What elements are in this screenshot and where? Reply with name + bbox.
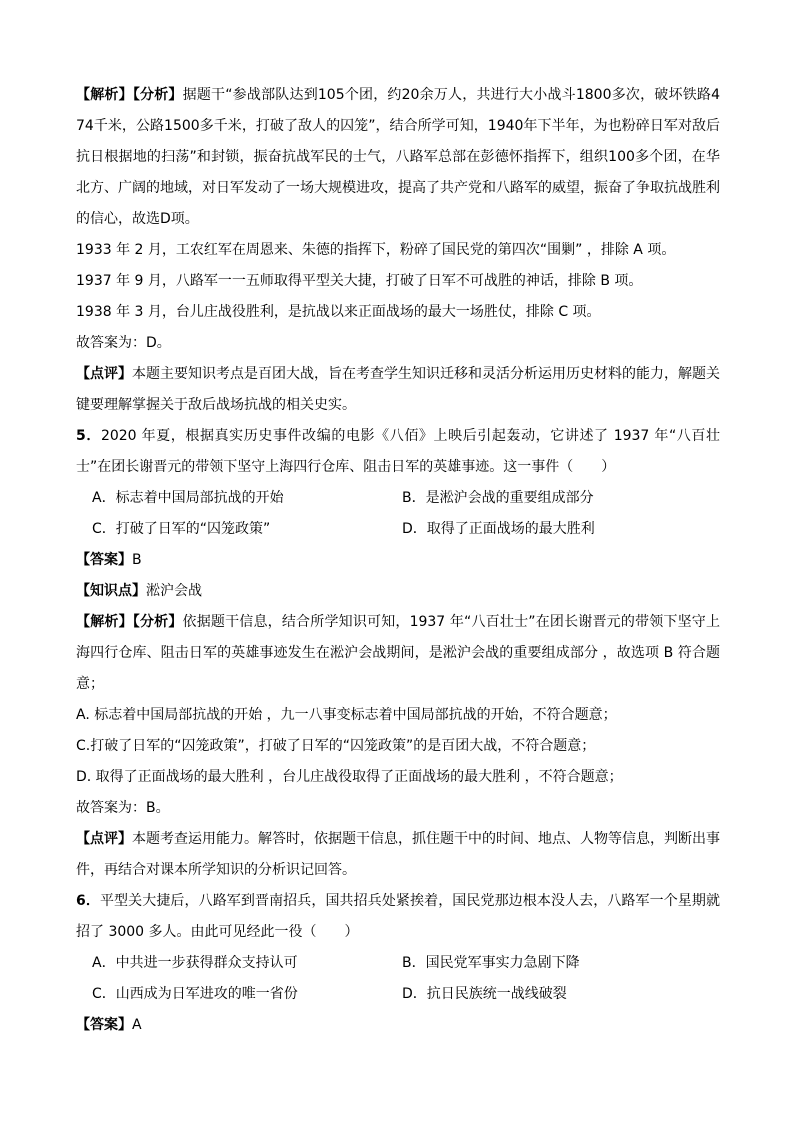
- knowledge-text: 淞沪会战: [146, 583, 202, 599]
- review-tag: 【点评】: [76, 831, 132, 847]
- option-d: D．取得了正面战场的最大胜利: [402, 521, 595, 537]
- analysis-tag: 【解析】: [76, 87, 133, 103]
- analysis-tag: 【解析】: [76, 614, 133, 630]
- option-d-explanation: D. 取得了正面战场的最大胜利 ，台儿庄战役取得了正面战场的最大胜利 ，不符合题意；: [76, 769, 623, 785]
- analysis-sub-tag: 【分析】: [132, 87, 183, 103]
- question-number: 6．: [76, 893, 100, 909]
- document-page: [76, 80, 720, 1041]
- option-c: C．山西成为日军进攻的唯一省份: [92, 986, 298, 1002]
- elimination-line-b: 1937 年 9 月，八路军一一五师取得平型关大捷，打破了日军不可战胜的神话，排除 B 项。: [76, 273, 643, 289]
- review-text: 本题主要知识考点是百团大战，旨在考查学生知识迁移和灵活分析运用历史材料的能力，解题关键要理解掌握关于敌后战场抗战的相关史实。: [76, 366, 720, 413]
- option-b: B．国民党军事实力急剧下降: [402, 955, 580, 971]
- option-c: C．打破了日军的“囚笼政策”: [92, 521, 271, 537]
- question-6-stem: [76, 886, 720, 948]
- option-a-explanation: A. 标志着中国局部抗战的开始 ，九一八事变标志着中国局部抗战的开始，不符合题意；: [76, 707, 617, 723]
- final-answer: 故答案为：B。: [76, 800, 170, 816]
- elimination-line-c: 1938 年 3 月，台儿庄战役胜利，是抗战以来正面战场的最大一场胜仗，排除 C 项。: [76, 304, 601, 320]
- analysis-sub-tag: 【分析】: [132, 614, 183, 630]
- elimination-line-a: 1933 年 2 月，工农红军在周恩来、朱德的指挥下，粉碎了国民党的第四次“围剿” ，排除 A 项。: [76, 242, 676, 258]
- answer-paragraph: [76, 545, 720, 576]
- answer-tag: 【答案】: [76, 1017, 132, 1033]
- options-row: [76, 483, 720, 514]
- question-5-stem: [76, 421, 720, 483]
- answer-line: 故答案为：D。: [76, 335, 171, 351]
- review-tag: 【点评】: [76, 366, 132, 382]
- answer-value: B: [132, 552, 142, 568]
- review-paragraph: [76, 824, 720, 886]
- option-d: D．抗日民族统一战线破裂: [402, 986, 567, 1002]
- answer-tag: 【答案】: [76, 552, 132, 568]
- analysis-paragraph: [76, 607, 720, 700]
- answer-paragraph: [76, 1010, 720, 1041]
- analysis-text: 据题干“参战部队达到105个团，约20余万人，共进行大小战斗1800多次，破坏铁路474千米，公路1500多千米，打破了敌人的囚笼”，结合所学可知，1940年下半年，为也粉碎日军对敌后抗日根据地的扫荡”和封锁，振奋抗战军民的士气，八路军总部在彭德怀指挥下，组织100多个团，在华北方、广阔的地域，对日军发动了一场大规模进攻，提高了共产党和八路军的威望，振奋了争取抗战胜利的信心，故选D项。: [76, 87, 721, 227]
- analysis-text: 依据题干信息，结合所学知识可知，1937 年“八百壮士”在团长谢晋元的带领下坚守上海四行仓库、阻击日军的英雄事迹发生在淞沪会战期间，是淞沪会战的重要组成部分 ，故选项 B 符合题意；: [76, 614, 720, 692]
- question-number: 5．: [76, 428, 101, 444]
- option-a: A．标志着中国局部抗战的开始: [92, 490, 284, 506]
- option-a: A．中共进一步获得群众支持认可: [92, 955, 298, 971]
- options-row: [76, 979, 720, 1010]
- knowledge-tag: 【知识点】: [76, 583, 146, 599]
- knowledge-point: [76, 576, 720, 607]
- analysis-paragraph: [76, 80, 720, 235]
- options-row: [76, 948, 720, 979]
- review-text: 本题考查运用能力。解答时，依据题干信息，抓住题干中的时间、地点、人物等信息，判断出事件，再结合对课本所学知识的分析识记回答。: [76, 831, 720, 878]
- option-b: B．是淞沪会战的重要组成部分: [402, 490, 594, 506]
- option-c-explanation: C.打破了日军的“囚笼政策”，打破了日军的“囚笼政策”的是百团大战，不符合题意；: [76, 738, 596, 754]
- answer-value: A: [132, 1017, 142, 1033]
- question-text: 平型关大捷后，八路军到晋南招兵，国共招兵处紧挨着，国民党那边根本没人去，八路军一个星期就招了 3000 多人。由此可见经此一役（ ）: [76, 893, 720, 940]
- review-paragraph: [76, 359, 720, 421]
- question-text: 2020 年夏，根据真实历史事件改编的电影《八佰》上映后引起轰动，它讲述了 1937 年“八百壮士”在团长谢晋元的带领下坚守上海四行仓库、阻击日军的英雄事迹。这一事件（ ）: [76, 428, 720, 475]
- options-row: [76, 514, 720, 545]
